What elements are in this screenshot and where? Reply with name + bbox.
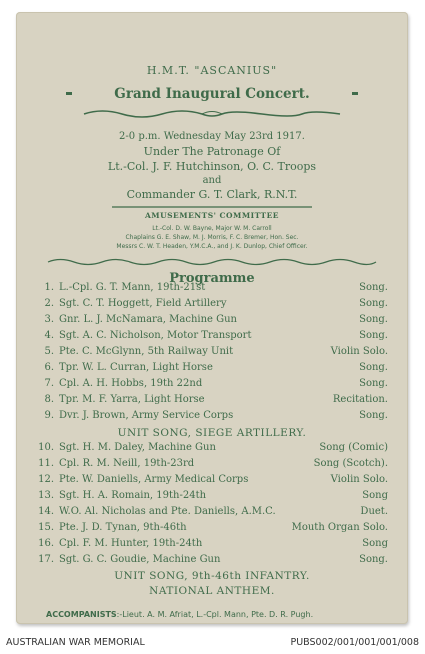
programme-item-num: 14. xyxy=(38,506,54,517)
committee-line-3: Messrs C. W. T. Headen, Y.M.C.A., and J. K. Dunlop, Chief Officer. xyxy=(116,243,308,250)
footer-institution: AUSTRALIAN WAR MEMORIAL xyxy=(6,637,145,648)
programme-item xyxy=(32,410,388,424)
programme-heading: Programme xyxy=(169,271,255,286)
and-text: and xyxy=(202,175,222,186)
programme-item-type: Song (Scotch). xyxy=(313,458,388,469)
programme-item-num: 10. xyxy=(38,442,54,453)
programme-item-type: Song. xyxy=(359,282,388,293)
programme-item-num: 6. xyxy=(44,362,54,373)
programme-item-name: Pte. W. Daniells, Army Medical Corps xyxy=(59,474,249,485)
programme-item xyxy=(32,442,388,456)
programme-item-num: 2. xyxy=(44,298,54,309)
concert-time: 2-0 p.m. Wednesday May 23rd 1917. xyxy=(119,131,305,142)
programme-item-name: Pte. C. McGlynn, 5th Railway Unit xyxy=(59,346,234,357)
patronage-line: Under The Patronage Of xyxy=(143,145,281,158)
programme-item-name: Sgt. H. A. Romain, 19th-24th xyxy=(59,490,207,501)
patron-two: Commander G. T. Clark, R.N.T. xyxy=(126,188,298,201)
concert-title: Grand Inaugural Concert. xyxy=(114,86,310,102)
programme-item-num: 5. xyxy=(44,346,54,357)
programme-item-type: Recitation. xyxy=(332,394,388,405)
programme-item-type: Duet. xyxy=(360,506,388,517)
divider-line xyxy=(112,204,312,210)
programme-item-type: Violin Solo. xyxy=(330,346,388,357)
programme-item-type: Song. xyxy=(359,314,388,325)
programme-item xyxy=(32,314,388,328)
programme-item-type: Song. xyxy=(359,378,388,389)
programme-item-name: Sgt. A. C. Nicholson, Motor Transport xyxy=(59,330,252,341)
decorative-divider xyxy=(82,108,342,120)
patron-one: Lt.-Col. J. F. Hutchinson, O. C. Troops xyxy=(107,160,317,173)
unit-song-siege-artillery: UNIT SONG, SIEGE ARTILLERY. xyxy=(117,427,307,439)
national-anthem: NATIONAL ANTHEM. xyxy=(149,585,275,597)
decorative-divider xyxy=(46,257,378,267)
programme-item xyxy=(32,378,388,392)
programme-item-num: 7. xyxy=(44,378,54,389)
programme-item-num: 13. xyxy=(38,490,54,501)
programme-item-name: Gnr. L. J. McNamara, Machine Gun xyxy=(59,314,237,325)
programme-item xyxy=(32,346,388,360)
programme-item-num: 15. xyxy=(38,522,54,533)
programme-item-name: L.-Cpl. G. T. Mann, 19th-21st xyxy=(59,282,206,293)
programme-item-name: Tpr. M. F. Yarra, Light Horse xyxy=(59,394,205,405)
ship-name: H.M.T. "ASCANIUS" xyxy=(146,64,278,77)
programme-item xyxy=(32,282,388,296)
programme-item-num: 16. xyxy=(38,538,54,549)
committee-heading: AMUSEMENTS' COMMITTEE xyxy=(144,211,279,220)
programme-item-num: 9. xyxy=(44,410,54,421)
programme-item xyxy=(32,522,388,536)
programme-item xyxy=(32,394,388,408)
committee-line-1: Lt.-Col. D. W. Bayne, Major W. M. Carroll xyxy=(152,225,272,232)
programme-item-type: Mouth Organ Solo. xyxy=(291,522,388,533)
programme-card xyxy=(16,12,408,624)
programme-item xyxy=(32,506,388,520)
programme-item-name: Pte. J. D. Tynan, 9th-46th xyxy=(59,522,187,533)
programme-item-type: Violin Solo. xyxy=(330,474,388,485)
programme-item-type: Song. xyxy=(359,362,388,373)
programme-item-type: Song. xyxy=(359,554,388,565)
programme-item-type: Song xyxy=(362,490,388,501)
programme-item xyxy=(32,298,388,312)
programme-item-num: 11. xyxy=(38,458,54,469)
programme-item-num: 17. xyxy=(38,554,54,565)
committee-line-2: Chaplains G. E. Shaw, M. J. Morris, F. C. Bremer, Hon. Sec. xyxy=(125,234,299,241)
programme-item xyxy=(32,474,388,488)
footer-reference: PUBS002/001/001/001/008 xyxy=(290,637,419,648)
programme-item-type: Song. xyxy=(359,330,388,341)
programme-item-name: Sgt. C. T. Hoggett, Field Artillery xyxy=(59,298,227,309)
programme-item xyxy=(32,330,388,344)
programme-item-name: W.O. Al. Nicholas and Pte. Daniells, A.M.C. xyxy=(59,506,276,517)
programme-item-num: 1. xyxy=(44,282,54,293)
programme-item-name: Sgt. G. C. Goudie, Machine Gun xyxy=(59,554,221,565)
programme-item xyxy=(32,538,388,552)
programme-item-name: Cpl. R. M. Neill, 19th-23rd xyxy=(59,458,195,469)
programme-item xyxy=(32,554,388,568)
programme-item-name: Cpl. F. M. Hunter, 19th-24th xyxy=(59,538,203,549)
ornament-dot-right xyxy=(352,92,358,95)
accompanists-line xyxy=(46,610,313,619)
programme-item-num: 4. xyxy=(44,330,54,341)
accompanists-names: :-Lieut. A. M. Afriat, L.-Cpl. Mann, Pte. D. R. Pugh. xyxy=(116,610,314,619)
unit-song-infantry: UNIT SONG, 9th-46th INFANTRY. xyxy=(114,570,310,582)
programme-item-name: Cpl. A. H. Hobbs, 19th 22nd xyxy=(59,378,203,389)
programme-item-type: Song. xyxy=(359,298,388,309)
programme-item xyxy=(32,362,388,376)
programme-item-name: Dvr. J. Brown, Army Service Corps xyxy=(59,410,234,421)
programme-item-name: Tpr. W. L. Curran, Light Horse xyxy=(59,362,213,373)
programme-item-type: Song. xyxy=(359,410,388,421)
programme-item-num: 3. xyxy=(44,314,54,325)
programme-item xyxy=(32,490,388,504)
programme-item xyxy=(32,458,388,472)
programme-item-name: Sgt. H. M. Daley, Machine Gun xyxy=(59,442,216,453)
accompanists-label: ACCOMPANISTS xyxy=(46,610,117,619)
programme-item-num: 12. xyxy=(38,474,54,485)
programme-item-type: Song xyxy=(362,538,388,549)
programme-item-num: 8. xyxy=(44,394,54,405)
programme-item-type: Song (Comic) xyxy=(319,442,388,453)
